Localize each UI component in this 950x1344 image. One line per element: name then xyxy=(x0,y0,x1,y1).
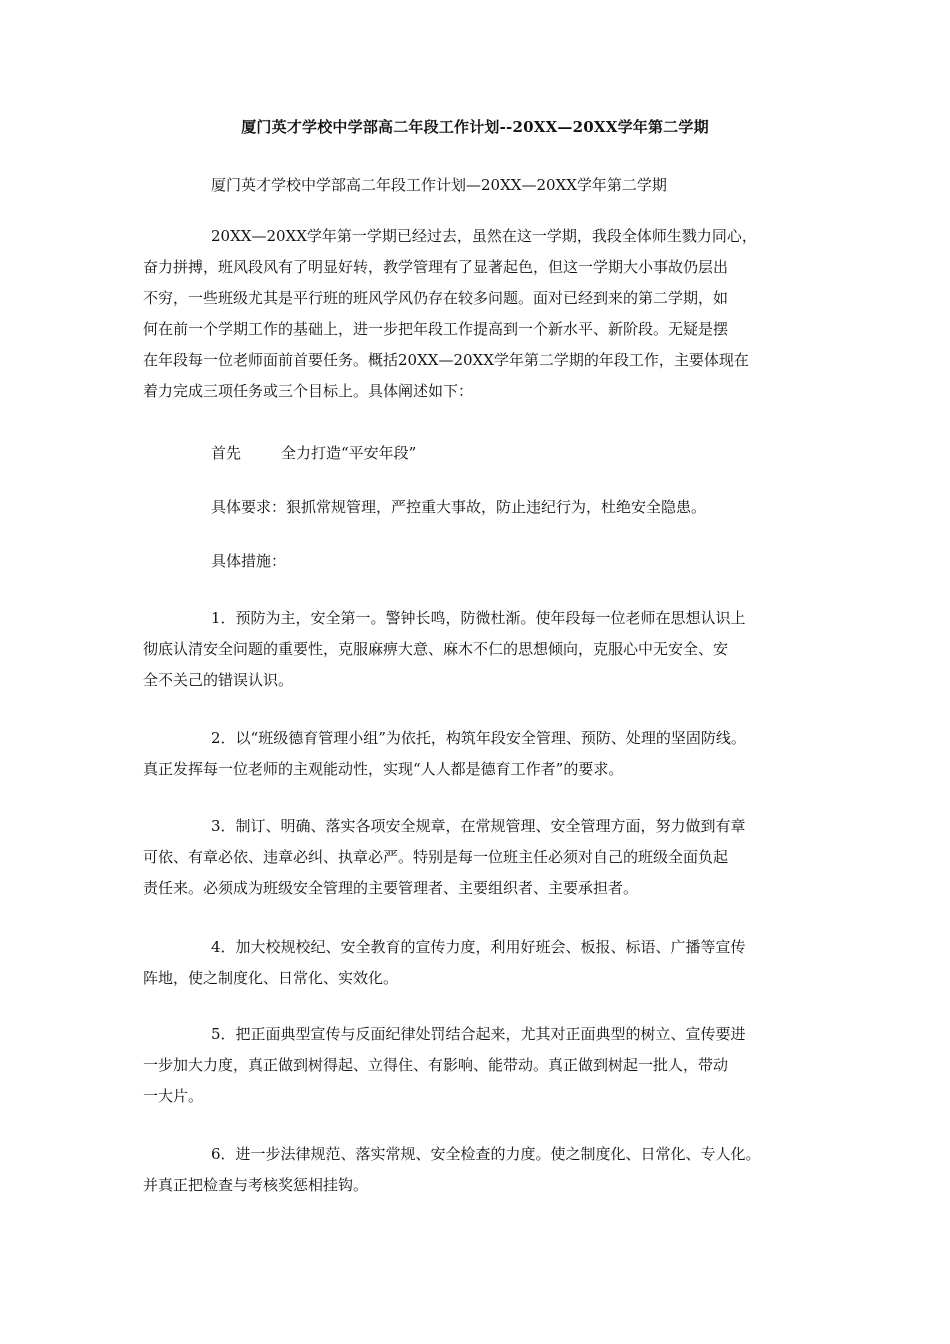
measure-line: 一大片。 xyxy=(143,1087,204,1105)
measure-line: 彻底认清安全问题的重要性，克服麻痹大意、麻木不仁的思想倾向，克服心中无安全、安 xyxy=(143,640,729,658)
requirement-line: 具体要求：狠抓常规管理，严控重大事故，防止违纪行为，杜绝安全隐患。 xyxy=(211,498,707,516)
measure-line: 6．进一步法律规范、落实常规、安全检查的力度。使之制度化、日常化、专人化。 xyxy=(211,1145,761,1163)
measure-line: 可依、有章必依、违章必纠、执章必严。特别是每一位班主任必须对自己的班级全面负起 xyxy=(143,848,729,866)
measure-item-1 xyxy=(143,603,823,696)
measure-line: 全不关己的错误认识。 xyxy=(143,671,294,689)
intro-line: 奋力拼搏，班风段风有了明显好转，教学管理有了显著起色，但这一学期大小事故仍层出 xyxy=(143,258,729,276)
measure-line: 一步加大力度，真正做到树得起、立得住、有影响、能带动。真正做到树起一批人，带动 xyxy=(143,1056,729,1074)
measure-line: 责任来。必须成为班级安全管理的主要管理者、主要组织者、主要承担者。 xyxy=(143,879,639,897)
intro-line: 不穷，一些班级尤其是平行班的班风学风仍存在较多问题。面对已经到来的第二学期，如 xyxy=(143,289,729,307)
document-title: 厦门英才学校中学部高二年段工作计划--20XX—20XX学年第二学期 xyxy=(241,118,709,136)
measures-label: 具体措施： xyxy=(211,552,287,570)
measure-item-2 xyxy=(143,723,823,785)
measure-line: 1．预防为主，安全第一。警钟长鸣，防微杜渐。使年段每一位老师在思想认识上 xyxy=(211,609,746,627)
measure-item-3 xyxy=(143,811,823,904)
measure-line: 3．制订、明确、落实各项安全规章，在常规管理、安全管理方面，努力做到有章 xyxy=(211,817,746,835)
section-title: 全力打造“平安年段” xyxy=(281,444,417,462)
measure-item-5 xyxy=(143,1019,823,1112)
requirement-paragraph xyxy=(143,492,823,523)
subtitle-line: 厦门英才学校中学部高二年段工作计划—20XX—20XX学年第二学期 xyxy=(211,176,667,194)
section-heading xyxy=(143,438,823,469)
intro-paragraph xyxy=(143,221,823,407)
measure-line: 阵地，使之制度化、日常化、实效化。 xyxy=(143,969,399,987)
intro-line: 20XX—20XX学年第一学期已经过去，虽然在这一学期，我段全体师生戮力同心， xyxy=(211,227,757,245)
intro-line: 着力完成三项任务或三个目标上。具体阐述如下： xyxy=(143,382,474,400)
measure-line: 2．以“班级德育管理小组”为依托，构筑年段安全管理、预防、处理的坚固防线。 xyxy=(211,729,746,747)
measures-label-paragraph xyxy=(143,546,823,577)
measure-line: 5．把正面典型宣传与反面纪律处罚结合起来，尤其对正面典型的树立、宣传要进 xyxy=(211,1025,746,1043)
measure-item-6 xyxy=(143,1139,823,1201)
intro-line: 何在前一个学期工作的基础上，进一步把年段工作提高到一个新水平、新阶段。无疑是摆 xyxy=(143,320,729,338)
section-label: 首先 xyxy=(211,444,242,462)
subtitle-paragraph xyxy=(143,170,823,201)
measure-line: 并真正把检查与考核奖惩相挂钩。 xyxy=(143,1176,369,1194)
measure-line: 4．加大校规校纪、安全教育的宣传力度，利用好班会、板报、标语、广播等宣传 xyxy=(211,938,746,956)
intro-line: 在年段每一位老师面前首要任务。概括20XX—20XX学年第二学期的年段工作，主要体现在 xyxy=(143,351,749,369)
measure-item-4 xyxy=(143,932,823,994)
measure-line: 真正发挥每一位老师的主观能动性，实现“人人都是德育工作者”的要求。 xyxy=(143,760,624,778)
